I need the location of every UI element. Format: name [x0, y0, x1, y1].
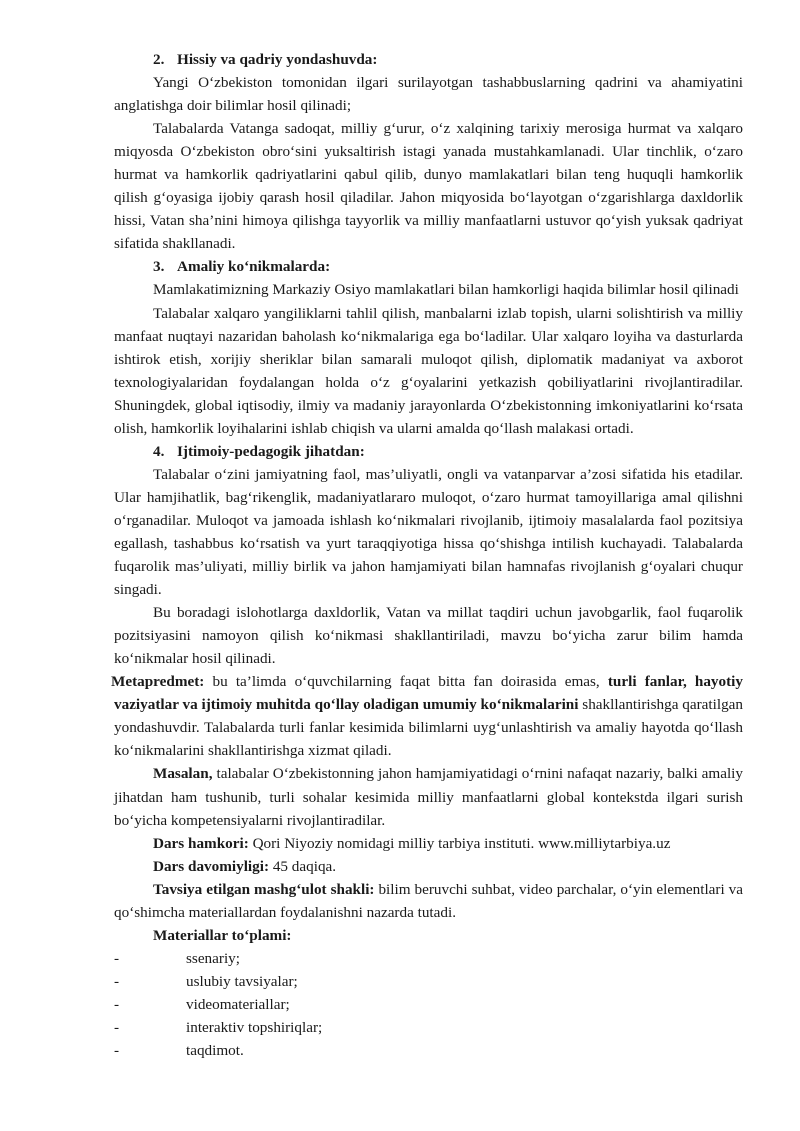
section-2-heading [114, 48, 743, 71]
example-text: talabalar O‘zbekistonning jahon hamjamiyatidagi o‘rnini nafaqat nazariy, balki amaliy jihatdan ham tushunib, turli sohalar kesimida milliy manfaatlarni global kontekstda ilgari surish bo‘yicha kompetensiyalarni rivojlantiradilar. [114, 765, 743, 829]
materials-list [114, 947, 743, 1062]
lesson-duration [114, 855, 743, 878]
section-2-number: 2. [153, 51, 165, 68]
list-item-text: uslubiy tavsiyalar; [186, 972, 298, 990]
section-2-paragraph-1: Yangi O‘zbekiston tomonidan ilgari surilayotgan tashabbuslarning qadrini va ahamiyatini anglatishga doir bilimlar hosil qilinadi; [114, 74, 743, 115]
list-item-text: ssenariy; [186, 949, 240, 967]
lesson-partner [114, 832, 743, 855]
section-4-paragraph-2: Bu boradagi islohotlarga daxldorlik, Vatan va millat taqdiri uchun javobgarlik, faol fuqarolik pozitsiyasini namoyon qilish ko‘nikmasi shakllantiriladi, mavzu bo‘yicha zarur bilim hamda ko‘nikmalar hosil qilinadi. [114, 604, 743, 668]
materials-title: Materiallar to‘plami: [153, 926, 292, 944]
lesson-partner-text: Qori Niyoziy nomidagi milliy tarbiya instituti. www.milliytarbiya.uz [248, 834, 671, 852]
materials-heading [114, 924, 743, 947]
metapredmet-bold-text: turli fanlar, hayotiy vaziyatlar va ijtimoiy muhitda qo‘llay oladigan umumiy ko‘nikmalarini [114, 673, 743, 714]
section-2-title: Hissiy va qadriy yondashuvda: [177, 51, 378, 68]
lesson-form-text: bilim beruvchi suhbat, video parchalar, o‘yin elementlari va qo‘shimcha materiallardan foydalanishni nazarda tutadi. [114, 880, 743, 921]
lesson-duration-label: Dars davomiyligi: [153, 857, 270, 875]
section-3-paragraph-2: Talabalar xalqaro yangiliklarni tahlil qilish, manbalarni izlab topish, ularni solishtirish va milliy manfaat nuqtayi nazaridan baholash ko‘nikmalariga ega bo‘ladilar. Ular xalqaro loyiha va dasturlarda ishtirok etish, xorijiy sheriklar bilan samarali muloqot qilish, diplomatik madaniyat va axborot texnologiyalaridan foydalangan holda o‘z g‘oyalarini yetkazish qobiliyatlarini rivojlantiradilar. Shuningdek, global iqtisodiy, ilmiy va madaniy jarayonlarda O‘zbekistonning imkoniyatlarini ko‘rsata olish, hamkorlik loyihalarini ishlab chiqish va ularni amalda qo‘llash malakasi ortadi. [114, 304, 743, 437]
list-item [114, 993, 743, 1016]
metapredmet-label: Metapredmet: [111, 673, 205, 691]
list-item [114, 1016, 743, 1039]
section-3-title: Amaliy ko‘nikmalarda: [177, 258, 331, 276]
lesson-form-label: Tavsiya etilgan mashg‘ulot shakli: [153, 880, 375, 898]
metapredmet-paragraph [111, 670, 744, 762]
example-paragraph [114, 762, 743, 831]
list-dash: - [114, 1018, 120, 1036]
list-item [114, 1039, 743, 1062]
section-3-number: 3. [153, 258, 165, 276]
section-3-heading [114, 255, 743, 278]
metapredmet-text-1: bu ta’limda o‘quvchilarning faqat bitta fan doirasida emas, [204, 673, 608, 691]
section-4-heading [114, 440, 743, 463]
section-4-title: Ijtimoiy-pedagogik jihatdan: [177, 442, 365, 460]
list-item-text: videomateriallar; [186, 995, 290, 1013]
lesson-partner-label: Dars hamkori: [153, 834, 249, 852]
lesson-form [114, 878, 743, 924]
example-label: Masalan, [153, 765, 213, 783]
list-dash: - [114, 995, 120, 1013]
list-item [114, 970, 743, 993]
list-item [114, 947, 743, 970]
metapredmet-text-2: shakllantirishga qaratilgan yondashuvdir. Talabalarda turli fanlar kesimida bilimlarni uyg‘unlashtirish va amaliy hayotda qo‘llash ko‘nikmalarini shakllantirishga xizmat qiladi. [114, 696, 744, 760]
list-item-text: interaktiv topshiriqlar; [186, 1018, 323, 1036]
section-2-paragraph-2: Talabalarda Vatanga sadoqat, milliy g‘urur, o‘z xalqining tarixiy merosiga hurmat va xalqaro miqyosda O‘zbekiston obro‘sini yuksaltirish istagi yanada mustahkamlanadi. Ular tinchlik, o‘zaro hurmat va hamkorlik qadriyatlarini qabul qilib, dunyo mamlakatlari bilan teng huquqli hamkorlik qilish g‘oyasiga ijobiy qarash hosil qiladilar. Jahon miqyosida bo‘layotgan o‘zgarishlarga daxldorlik hissi, Vatan sha’nini himoya qilishga tayyorlik va milliy manfaatlarni ustuvor qo‘yish yuksak qadriyat sifatida shakllanadi. [114, 120, 743, 253]
list-item-text: taqdimot. [186, 1042, 244, 1060]
list-dash: - [114, 949, 120, 967]
list-dash: - [114, 1042, 120, 1060]
section-4-paragraph-1: Talabalar o‘zini jamiyatning faol, mas’uliyatli, ongli va vatanparvar a’zosi sifatida his etadilar. Ular hamjihatlik, bag‘rikenglik, madaniyatlararo muloqot, o‘zaro hurmat tamoyillariga amal qilishni o‘rganadilar. Muloqot va jamoada ishlash ko‘nikmalari rivojlanib, ijtimoiy masalalarda faol pozitsiya egallash, tashabbus ko‘rsatish va yurt taraqqiyotiga hissa qo‘shishga intilish kuchayadi. Talabalarda fuqarolik mas’uliyati, milliy birlik va jahon hamjamiyati bilan hamnafas rivojlanish g‘oyalari chuqur singadi. [114, 465, 743, 599]
list-dash: - [114, 972, 120, 990]
section-3-paragraph-1: Mamlakatimizning Markaziy Osiyo mamlakatlari bilan hamkorligi haqida bilimlar hosil qilinadi [153, 281, 739, 299]
lesson-duration-text: 45 daqiqa. [269, 857, 337, 875]
section-4-number: 4. [153, 442, 165, 460]
